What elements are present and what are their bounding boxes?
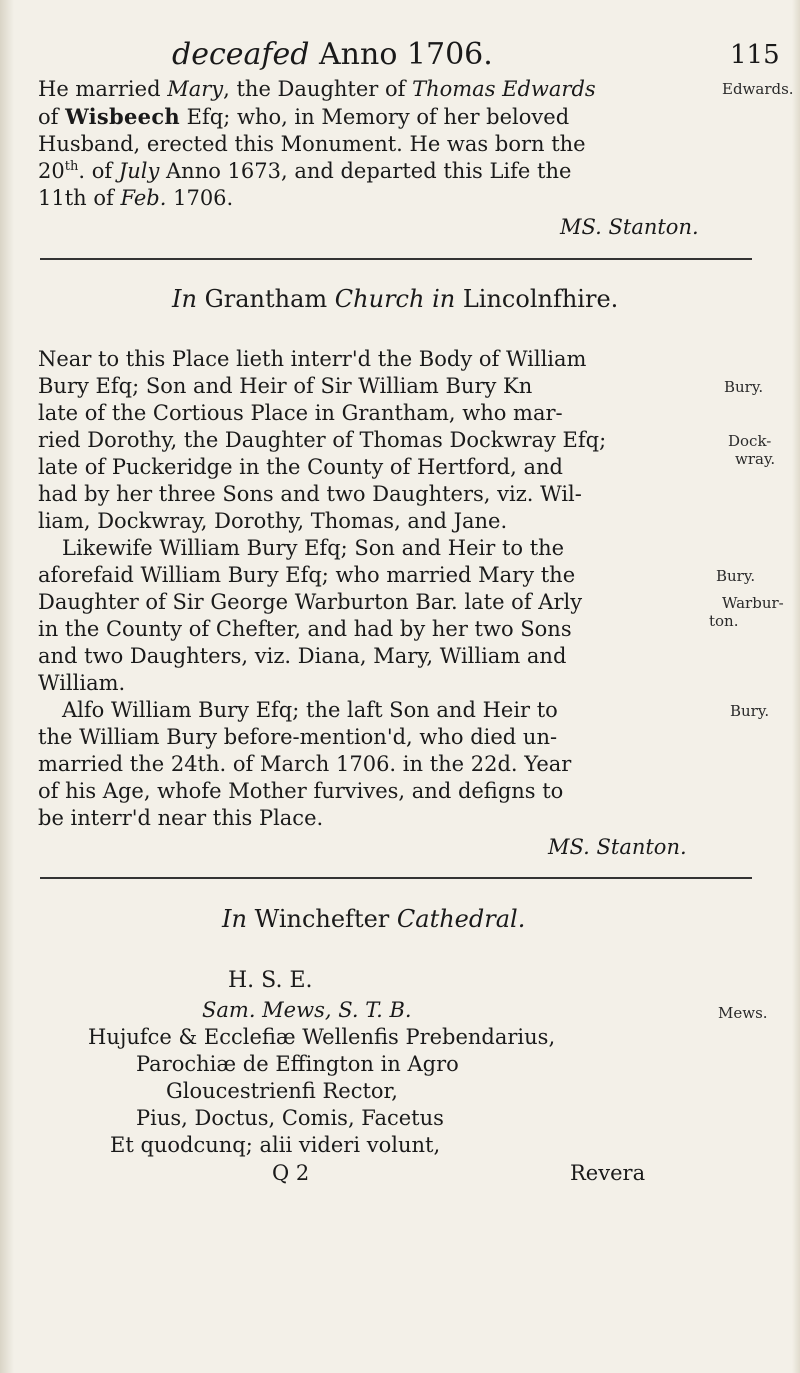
section2-line-15: the William Bury before-mention'd, who died un-: [38, 725, 558, 749]
section2-line-18: be interr'd near this Place.: [38, 806, 324, 830]
margin-note-bury-3: Bury.: [730, 702, 770, 720]
section2-heading: In Grantham Church in Lincolnfhire.: [172, 285, 619, 313]
section3-line-5: Gloucestrienfi Rector,: [166, 1079, 398, 1103]
section3-line-3: Hujufce & Ecclefiæ Wellenfis Prebendarius,: [88, 1025, 556, 1049]
entry1-line-3: Husband, erected this Monument. He was born the: [38, 132, 586, 156]
section2-line-7: liam, Dockwray, Dorothy, Thomas, and Jane.: [38, 509, 508, 533]
section2-line-1: Near to this Place lieth interr'd the Body of William: [38, 347, 587, 371]
section3-line-2: Sam. Mews, S. T. B.: [202, 998, 412, 1022]
section2-line-17: of his Age, whofe Mother furvives, and defigns to: [38, 779, 564, 803]
section3-line-4: Parochiæ de Effington in Agro: [136, 1052, 459, 1076]
entry1-line-5: 11th of Feb. 1706.: [38, 186, 234, 210]
margin-note-mews: Mews.: [718, 1004, 768, 1022]
section3-line-6: Pius, Doctus, Comis, Facetus: [136, 1106, 444, 1130]
catchword: Revera: [570, 1161, 646, 1185]
entry1-line-4: 20th. of July Anno 1673, and departed this Life the: [38, 159, 572, 183]
entry1-line-1: He married Mary, the Daughter of Thomas Edwards: [38, 77, 596, 101]
section3-line-1: H. S. E.: [228, 968, 313, 993]
margin-note-dock: Dock-: [728, 432, 772, 450]
running-title-italic: deceafed: [172, 37, 310, 72]
section2-line-10: Daughter of Sir George Warburton Bar. late of Arly: [38, 590, 583, 614]
page-edge-shadow: [792, 0, 800, 1373]
margin-note-bury-2: Bury.: [716, 567, 756, 585]
margin-note-bury-1: Bury.: [724, 378, 764, 396]
section3-line-7: Et quodcunq; alii videri volunt,: [110, 1133, 441, 1157]
margin-note-ton: ton.: [709, 612, 739, 630]
section2-line-6: had by her three Sons and two Daughters, viz. Wil-: [38, 482, 582, 506]
margin-note-warburton: Warbur-: [722, 594, 784, 612]
margin-note-edwards: Edwards.: [722, 80, 794, 98]
section2-line-14: Alfo William Bury Efq; the laft Son and Heir to: [62, 698, 558, 722]
entry1-source: MS. Stanton.: [560, 215, 699, 239]
running-header: [172, 38, 493, 72]
page-gutter-shadow: [0, 0, 14, 1373]
section3-heading: In Winchefter Cathedral.: [222, 905, 526, 933]
running-title-year: Anno 1706.: [319, 37, 493, 72]
section2-line-4: ried Dorothy, the Daughter of Thomas Dockwray Efq;: [38, 428, 607, 452]
section2-line-13: William.: [38, 671, 126, 695]
section2-line-12: and two Daughters, viz. Diana, Mary, William and: [38, 644, 567, 668]
entry1-line-2: of Wisbeech Efq; who, in Memory of her beloved: [38, 104, 570, 129]
signature-mark: Q 2: [272, 1161, 310, 1185]
divider-1: [40, 258, 752, 260]
section2-line-11: in the County of Chefter, and had by her two Sons: [38, 617, 572, 641]
section2-line-9: aforefaid William Bury Efq; who married Mary the: [38, 563, 576, 587]
section2-line-5: late of Puckeridge in the County of Hertford, and: [38, 455, 563, 479]
section2-line-8: Likewife William Bury Efq; Son and Heir to the: [62, 536, 565, 560]
page-number: 115: [730, 40, 780, 70]
margin-note-wray: wray.: [735, 450, 776, 468]
section2-line-16: married the 24th. of March 1706. in the 22d. Year: [38, 752, 572, 776]
section2-source: MS. Stanton.: [548, 835, 687, 859]
section2-line-2: Bury Efq; Son and Heir of Sir William Bury Kn: [38, 374, 533, 398]
section2-line-3: late of the Cortious Place in Grantham, who mar-: [38, 401, 563, 425]
divider-2: [40, 877, 752, 879]
